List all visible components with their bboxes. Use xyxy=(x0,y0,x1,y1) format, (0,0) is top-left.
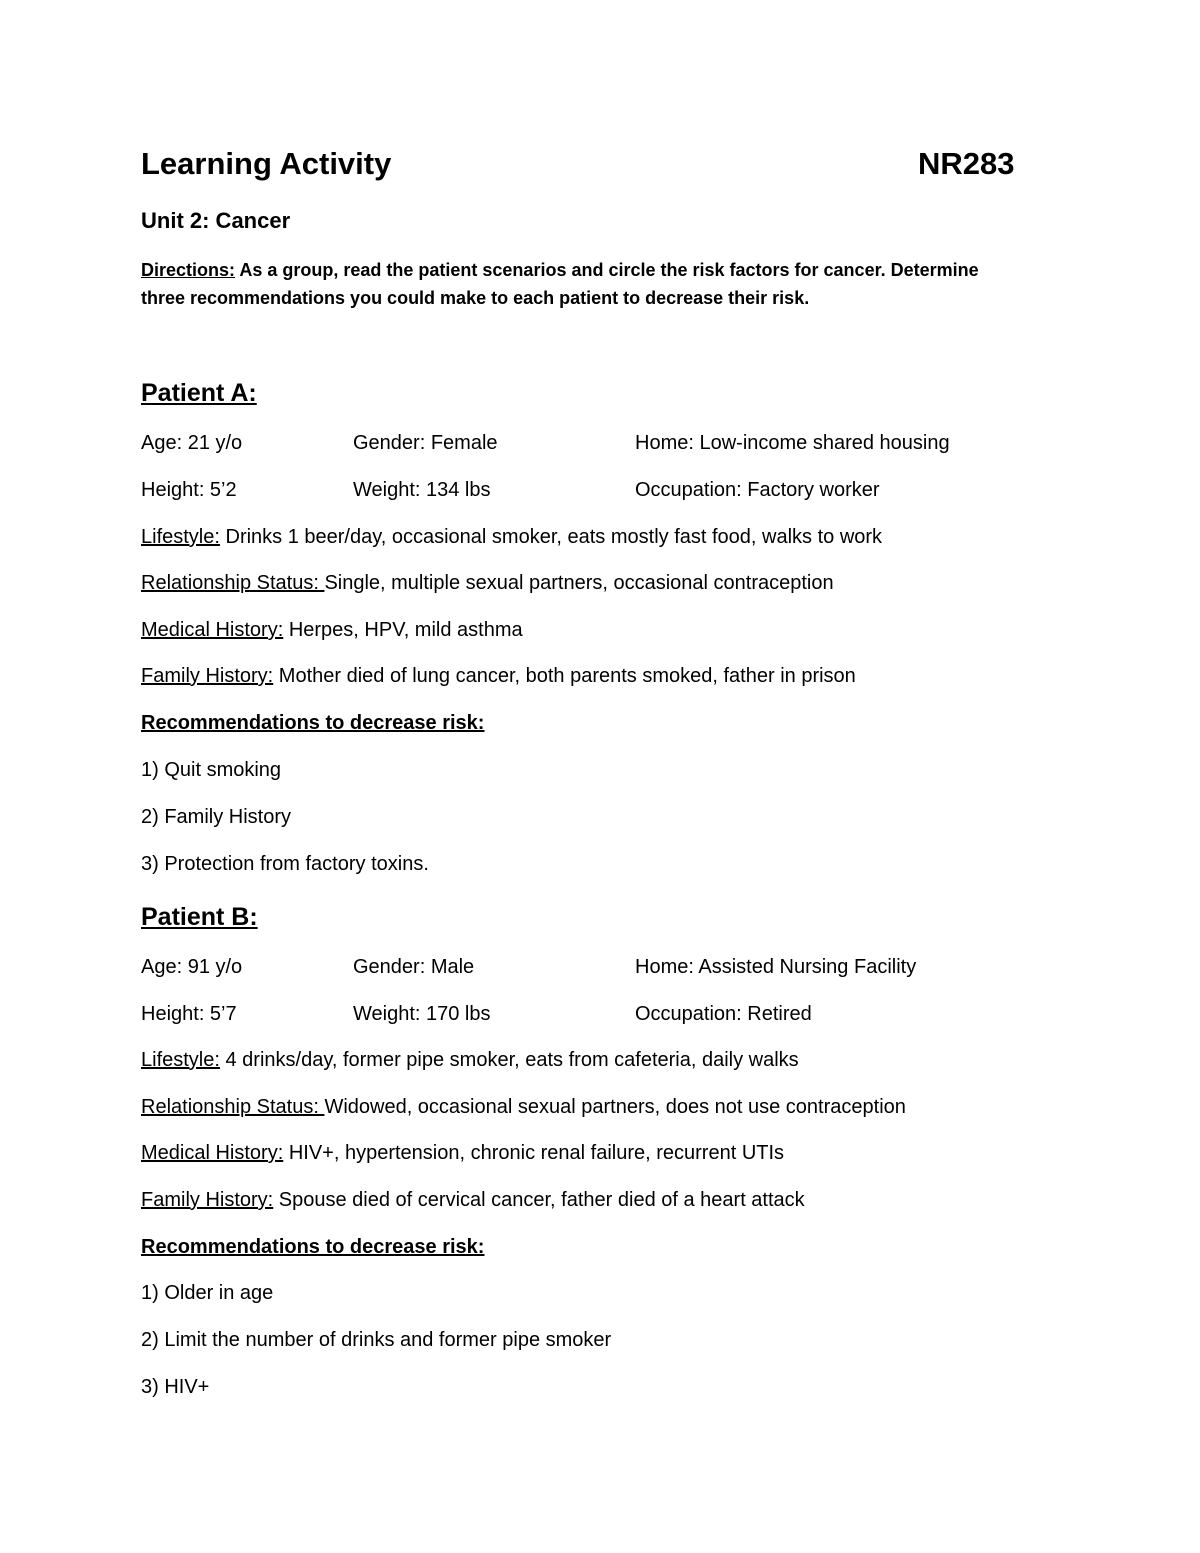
lifestyle-label: Lifestyle: xyxy=(141,1049,220,1071)
patient-b-recommendation-item: 1) Older in age xyxy=(141,1282,274,1304)
patient-b-home: Home: Assisted Nursing Facility xyxy=(635,956,917,978)
relationship-label: Relationship Status: xyxy=(141,572,325,594)
patient-a-gender: Gender: Female xyxy=(353,432,498,454)
patient-b-recommendation-item: 2) Limit the number of drinks and former pipe smoker xyxy=(141,1329,612,1351)
directions-label: Directions: xyxy=(141,260,236,280)
patient-a-weight: Weight: 134 lbs xyxy=(353,479,491,501)
patient-b-family-history xyxy=(141,1187,805,1213)
patient-b-recommendations-heading: Recommendations to decrease risk: xyxy=(141,1236,485,1258)
patient-a-home: Home: Low-income shared housing xyxy=(635,432,950,454)
patient-a-recommendation-item: 2) Family History xyxy=(141,806,292,828)
patient-a-age: Age: 21 y/o xyxy=(141,432,243,454)
family-history-label: Family History: xyxy=(141,665,274,687)
directions-paragraph xyxy=(141,256,1021,312)
relationship-label: Relationship Status: xyxy=(141,1096,325,1118)
lifestyle-text: 4 drinks/day, former pipe smoker, eats from cafeteria, daily walks xyxy=(219,1049,799,1071)
patient-a-recommendations-heading: Recommendations to decrease risk: xyxy=(141,712,485,734)
patient-b-occupation: Occupation: Retired xyxy=(635,1003,812,1025)
patient-b-relationship xyxy=(141,1094,906,1120)
patient-a-family-history xyxy=(141,663,856,689)
medical-history-text: HIV+, hypertension, chronic renal failure, recurrent UTIs xyxy=(283,1142,785,1164)
patient-b-heading: Patient B: xyxy=(141,903,258,931)
patient-a-recommendation-item: 1) Quit smoking xyxy=(141,759,282,781)
directions-text: As a group, read the patient scenarios and circle the risk factors for cancer. Determine three recommendations you could make to each patient to decrease their risk. xyxy=(141,260,979,308)
unit-title: Unit 2: Cancer xyxy=(141,208,291,233)
family-history-text: Mother died of lung cancer, both parents smoked, father in prison xyxy=(273,665,856,687)
patient-b-recommendation-item: 3) HIV+ xyxy=(141,1376,210,1398)
patient-a-height: Height: 5’2 xyxy=(141,479,237,501)
family-history-label: Family History: xyxy=(141,1189,274,1211)
medical-history-label: Medical History: xyxy=(141,1142,284,1164)
patient-b-lifestyle xyxy=(141,1047,799,1073)
patient-a-lifestyle xyxy=(141,524,882,550)
patient-b-height: Height: 5’7 xyxy=(141,1003,237,1025)
relationship-text: Widowed, occasional sexual partners, does not use contraception xyxy=(324,1096,906,1118)
patient-a-recommendation-item: 3) Protection from factory toxins. xyxy=(141,853,429,875)
medical-history-label: Medical History: xyxy=(141,619,284,641)
patient-a-relationship xyxy=(141,570,834,596)
patient-b-gender: Gender: Male xyxy=(353,956,475,978)
patient-b-age: Age: 91 y/o xyxy=(141,956,243,978)
relationship-text: Single, multiple sexual partners, occasional contraception xyxy=(324,572,834,594)
family-history-text: Spouse died of cervical cancer, father died of a heart attack xyxy=(273,1189,805,1211)
patient-b-weight: Weight: 170 lbs xyxy=(353,1003,491,1025)
lifestyle-text: Drinks 1 beer/day, occasional smoker, eats mostly fast food, walks to work xyxy=(219,526,883,548)
patient-b-medical-history xyxy=(141,1140,784,1166)
course-code: NR283 xyxy=(918,146,1015,181)
medical-history-text: Herpes, HPV, mild asthma xyxy=(283,619,523,641)
patient-a-medical-history xyxy=(141,617,523,643)
patient-a-occupation: Occupation: Factory worker xyxy=(635,479,880,501)
lifestyle-label: Lifestyle: xyxy=(141,526,220,548)
document-title: Learning Activity xyxy=(141,146,392,181)
patient-a-heading: Patient A: xyxy=(141,379,257,407)
